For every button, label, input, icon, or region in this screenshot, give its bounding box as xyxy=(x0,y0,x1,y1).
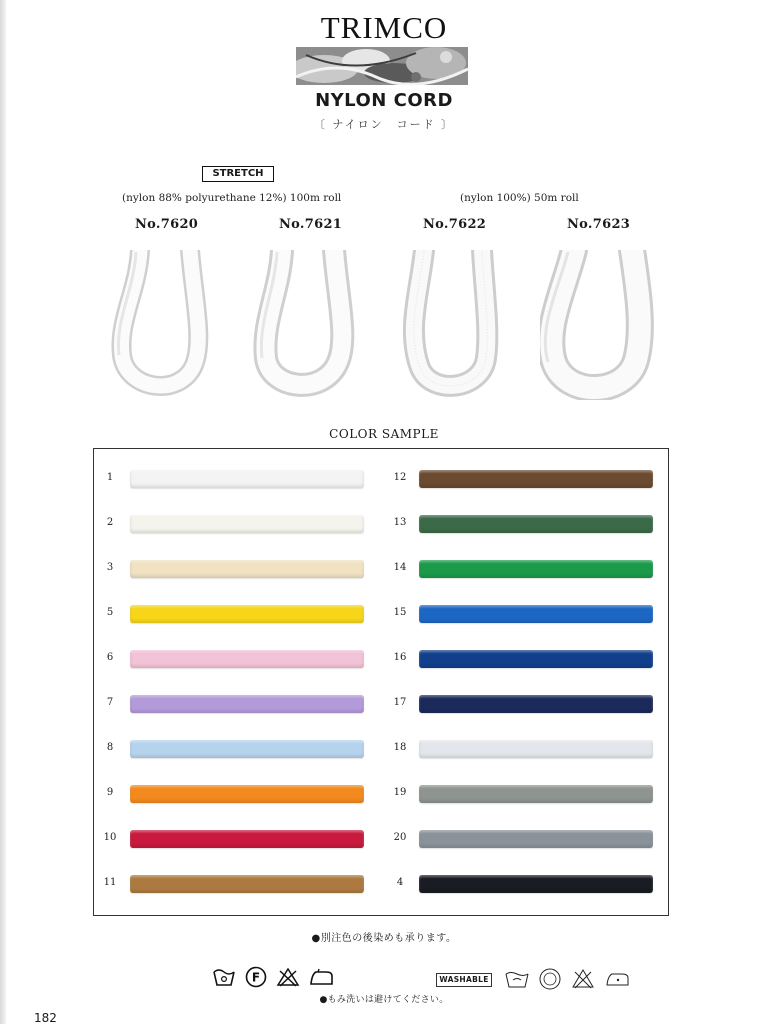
color-sample-title: COLOR SAMPLE xyxy=(329,427,439,441)
stretch-badge: STRETCH xyxy=(202,166,274,182)
swatch-number: 15 xyxy=(393,607,407,618)
spec-left: (nylon 88% polyurethane 12%) 100m roll xyxy=(122,192,342,204)
page-number: 182 xyxy=(34,1011,57,1025)
color-swatch xyxy=(419,470,653,488)
swatch-number: 19 xyxy=(393,787,407,798)
brand-photo xyxy=(296,47,468,85)
product-number: No.7623 xyxy=(567,217,631,232)
color-swatch xyxy=(419,695,653,713)
wash-tub-icon xyxy=(212,966,236,988)
cord-photo-7623 xyxy=(540,250,660,400)
color-swatch xyxy=(419,740,653,758)
iron-low-icon xyxy=(604,968,630,990)
swatch-row xyxy=(94,875,670,895)
no-handwash-note: ●もみ洗いは避けてください。 xyxy=(319,995,449,1005)
page-title: NYLON CORD xyxy=(315,90,453,111)
hand-wash-icon xyxy=(504,968,530,990)
swatch-number: 1 xyxy=(106,472,114,483)
iron-icon xyxy=(308,966,334,988)
swatch-number: 4 xyxy=(396,877,404,888)
color-swatch xyxy=(419,560,653,578)
swatch-number: 20 xyxy=(393,832,407,843)
swatch-row xyxy=(94,650,670,670)
cord-photo-7620 xyxy=(110,250,230,400)
swatch-number: 16 xyxy=(393,652,407,663)
no-bleach-icon xyxy=(570,967,596,991)
cord-photo-7621 xyxy=(252,250,372,400)
product-number: No.7621 xyxy=(279,217,343,232)
swatch-number: 13 xyxy=(393,517,407,528)
swatch-row xyxy=(94,470,670,490)
swatch-row xyxy=(94,785,670,805)
no-bleach-icon xyxy=(276,966,300,988)
swatch-number: 17 xyxy=(393,697,407,708)
swatch-row xyxy=(94,830,670,850)
dry-clean-icon xyxy=(538,967,562,991)
swatch-number: 11 xyxy=(103,877,117,888)
product-number: No.7620 xyxy=(135,217,199,232)
custom-dye-note: ●別注色の後染めも承ります。 xyxy=(311,933,457,944)
swatch-number: 18 xyxy=(393,742,407,753)
swatch-row xyxy=(94,695,670,715)
swatch-number: 14 xyxy=(393,562,407,573)
color-swatch xyxy=(419,830,653,848)
swatch-number: 3 xyxy=(106,562,114,573)
color-swatch xyxy=(419,605,653,623)
swatch-number: 8 xyxy=(106,742,114,753)
color-swatch xyxy=(419,515,653,533)
dry-clean-f-icon xyxy=(245,966,267,988)
swatch-number: 6 xyxy=(106,652,114,663)
swatch-number: 12 xyxy=(393,472,407,483)
color-swatch xyxy=(419,650,653,668)
swatch-row xyxy=(94,515,670,535)
swatch-number: 9 xyxy=(106,787,114,798)
page-edge xyxy=(0,0,6,1024)
swatch-number: 5 xyxy=(106,607,114,618)
swatch-number: 10 xyxy=(103,832,117,843)
brand-logo: TRIMCO xyxy=(320,10,448,45)
swatch-row xyxy=(94,740,670,760)
spec-right: (nylon 100%) 50m roll xyxy=(460,192,579,204)
color-swatch xyxy=(419,785,653,803)
product-number: No.7622 xyxy=(423,217,487,232)
swatch-row xyxy=(94,605,670,625)
swatch-row xyxy=(94,560,670,580)
svg-text:F: F xyxy=(251,970,261,985)
color-swatch xyxy=(419,875,653,893)
washable-badge: WASHABLE xyxy=(436,973,492,987)
page-subtitle-jp: 〔 ナイロン コード 〕 xyxy=(313,118,455,131)
swatch-number: 2 xyxy=(106,517,114,528)
cord-photo-7622 xyxy=(396,250,516,400)
swatch-number: 7 xyxy=(106,697,114,708)
color-sample-box xyxy=(93,448,669,916)
